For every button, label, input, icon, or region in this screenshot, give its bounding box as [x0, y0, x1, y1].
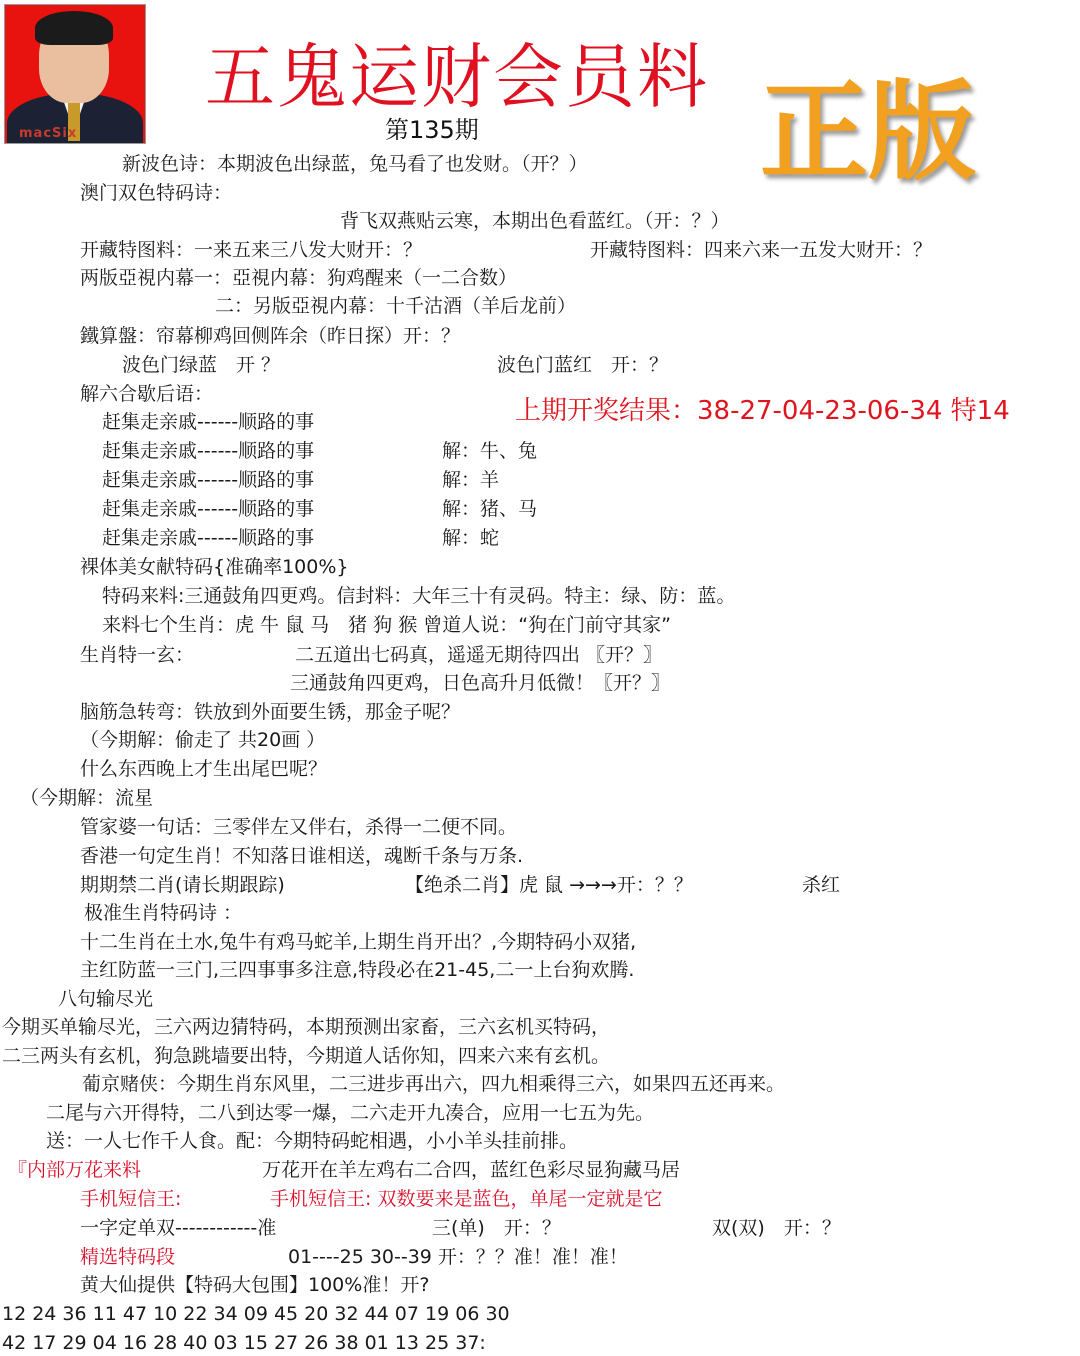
seven-zodiacs: 来料七个生肖：虎 牛 鼠 马 猪 狗 猴 曾道人说：“狗在门前守其家”: [102, 614, 671, 636]
issue-number: 第135期: [385, 116, 479, 144]
eight-lines-2: 二三两头有玄机，狗急跳墙要出特，今期道人话你知，四来六来有玄机。: [2, 1045, 611, 1067]
last-draw-result: 上期开奖结果：38-27-04-23-06-34 特14: [515, 396, 1010, 426]
macau-poem-heading: 澳门双色特码诗：: [80, 182, 233, 204]
special-code-source: 特码来料:三通鼓角四更鸡。信封料：大年三十有灵码。特主：绿、防：蓝。: [102, 585, 736, 607]
riddle-question: 赶集走亲戚------顺路的事: [102, 498, 315, 520]
zodiac-poem-heading: 极准生肖特码诗 ：: [84, 902, 243, 924]
brain-teaser-1: 脑筋急转弯：铁放到外面要生锈，那金子呢？: [80, 701, 461, 723]
riddle-answer: 解：羊: [442, 469, 500, 491]
atv-inside-one: 两版亞視内幕一：亞視内幕：狗鸡醒来（一二合数）: [80, 267, 518, 289]
special-code-heading: 裸体美女献特码{准确率100%}: [80, 556, 349, 578]
riddle-answer: 解：蛇: [442, 527, 500, 549]
iron-abacus: 鐵算盤：帘幕柳鸡回侧阵余（昨日探）开：？: [80, 325, 461, 347]
hongkong-zodiac: 香港一句定生肖！不知落日谁相送，魂断千条与万条.: [80, 845, 524, 867]
odd-pick: 三(单) 开：？: [432, 1217, 561, 1239]
hidden-chart-left: 开藏特图料：一来五来三八发大财开：？: [80, 239, 423, 261]
portrait-hair: [35, 11, 113, 45]
even-pick: 双(双) 开：？: [712, 1217, 841, 1239]
number-row-2: 42 17 29 04 16 28 40 03 15 27 26 38 01 13 25 37:: [2, 1332, 486, 1354]
housekeeper-quote: 管家婆一句话：三零伴左又伴右，杀得一二便不同。: [80, 816, 518, 838]
zodiac-poem-line2: 主红防蓝一三门,三四事事多注意,特段必在21-45,二一上台狗欢腾.: [80, 959, 635, 981]
zodiac-mystery-line1: 二五道出七码真，遥遥无期待四出 〖开？〗: [295, 644, 663, 666]
casino-knight-3: 送：一人七作千人食。配：今期特码蛇相遇，小小羊头挂前排。: [46, 1130, 579, 1152]
riddle-answer: 解：牛、兔: [442, 440, 538, 462]
brain-teaser-2-answer: （今期解：流星: [20, 787, 154, 809]
banned-zodiac-label: 期期禁二肖(请长期跟踪): [80, 874, 285, 896]
riddle-question: 赶集走亲戚------顺路的事: [102, 469, 315, 491]
eight-lines-heading: 八句输尽光: [58, 988, 154, 1010]
brain-teaser-1-answer: （今期解：偷走了 共20画 ）: [80, 729, 326, 751]
wong-tai-sin-heading: 黄大仙提供【特码大包围】100%准！开?: [80, 1274, 430, 1296]
riddle-question: 赶集走亲戚------顺路的事: [102, 440, 315, 462]
wave-door-green-blue: 波色门绿蓝 开 ？: [122, 354, 281, 376]
code-range-label: 精选特码段: [80, 1246, 176, 1268]
riddle-question: 赶集走亲戚------顺路的事: [102, 411, 315, 433]
sms-king-label: 手机短信王:: [80, 1188, 182, 1210]
code-range-values: 01----25 30--39 开：？？准！准！准！: [288, 1246, 628, 1268]
sms-king-text: 手机短信王: 双数要来是蓝色，单尾一定就是它: [270, 1188, 663, 1210]
genuine-badge: 正版: [760, 69, 977, 195]
riddle-question: 赶集走亲戚------顺路的事: [102, 527, 315, 549]
wave-color-poem: 新波色诗：本期波色出绿蓝，兔马看了也发财。（开？）: [122, 153, 588, 175]
kill-red: 杀红: [802, 874, 841, 896]
inside-flower-text: 万花开在羊左鸡右二合四，蓝红色彩尽显狗藏马居: [262, 1159, 681, 1181]
casino-knight-1: 葡京赌侠：今期生肖东风里，二三进步再出六，四九相乘得三六，如果四五还再来。: [82, 1073, 786, 1095]
zodiac-poem-line1: 十二生肖在土水,兔牛有鸡马蛇羊,上期生肖开出？,今期特码小双猪,: [80, 931, 637, 953]
riddle-heading: 解六合歇后语：: [80, 383, 214, 405]
page-title: 五鬼运财会员料: [205, 36, 709, 118]
atv-inside-two: 二：另版亞視内幕：十千沽酒（羊后龙前）: [215, 295, 577, 317]
odd-even-label: 一字定单双------------准: [80, 1217, 277, 1239]
portrait-photo: [4, 4, 146, 144]
inside-flower-label: 『内部万花来料: [8, 1159, 142, 1181]
hidden-chart-right: 开藏特图料：四来六来一五发大财开：？: [590, 239, 933, 261]
brain-teaser-2: 什么东西晚上才生出尾巴呢？: [80, 758, 328, 780]
macau-poem-line: 背飞双燕贴云寒，本期出色看蓝红。（开：？）: [340, 210, 730, 232]
wave-door-blue-red: 波色门蓝红 开：？: [497, 354, 669, 376]
zodiac-mystery-line2: 三通鼓角四更鸡，日色高升月低微！〖开？〗: [290, 672, 671, 694]
eight-lines-1: 今期买单输尽光，三六两边猜特码，本期预测出家畜，三六玄机买特码，: [2, 1016, 611, 1038]
casino-knight-2: 二尾与六开得特，二八到达零一爆，二六走开九凑合，应用一七五为先。: [46, 1102, 655, 1124]
number-row-1: 12 24 36 11 47 10 22 34 09 45 20 32 44 07 19 06 30: [2, 1303, 510, 1325]
kill-two-zodiac: 【绝杀二肖】虎 鼠 →→→开：？？: [405, 874, 693, 896]
zodiac-mystery-label: 生肖特一玄：: [80, 644, 195, 666]
photo-watermark: macSix: [19, 126, 78, 141]
riddle-answer: 解：猪、马: [442, 498, 538, 520]
